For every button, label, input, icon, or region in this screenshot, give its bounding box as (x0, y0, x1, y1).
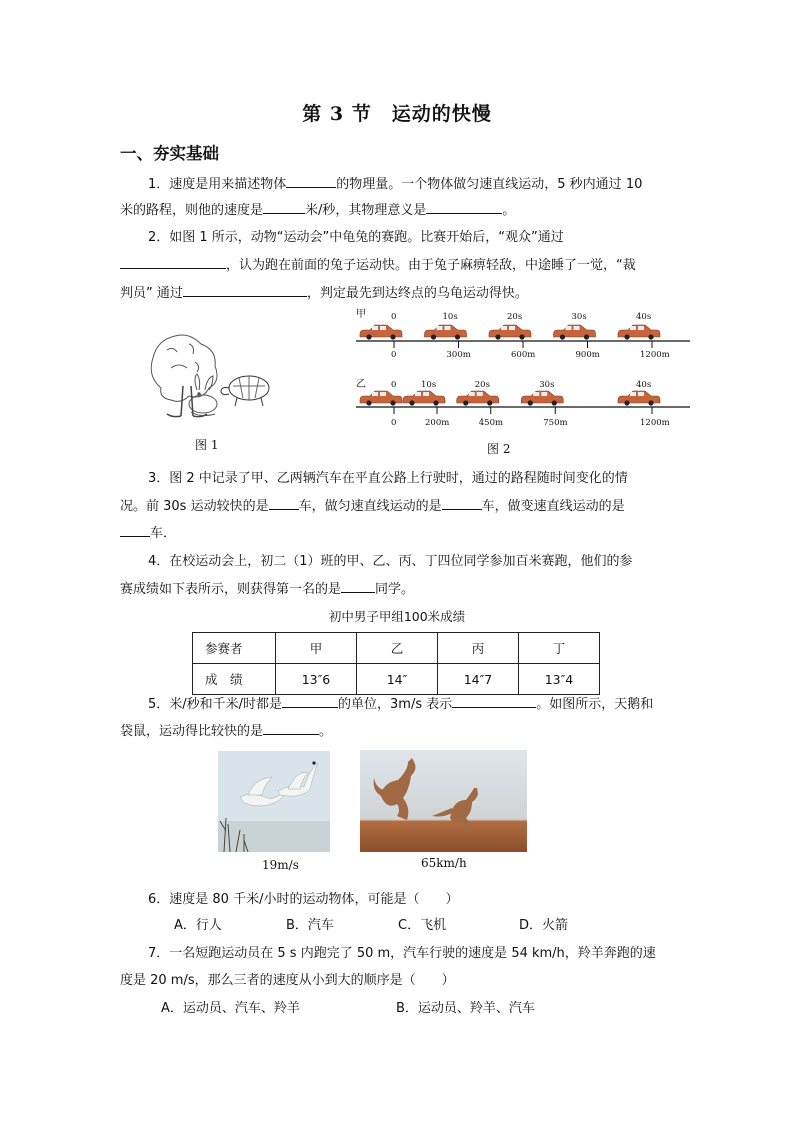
q7-line2: 度是 20 m/s，那么三者的速度从小到大的顺序是（ ） (120, 973, 455, 988)
results-table (192, 632, 600, 695)
q6-option-b[interactable]: B．汽车 (286, 918, 334, 933)
table-row (193, 664, 600, 695)
row1-car (360, 325, 402, 340)
row1-car (425, 325, 467, 340)
table-cell: 14″7 (438, 664, 519, 695)
q3-blank-3[interactable] (120, 524, 150, 537)
figure-1-caption: 图 1 (195, 438, 219, 452)
q5-text-a: 5．米/秒和千米/时都是 (148, 697, 283, 712)
figure-2-caption: 图 2 (487, 442, 511, 456)
q5-text-b: 的单位，3m/s 表示 (338, 697, 453, 712)
q7-option-a[interactable]: A．运动员、汽车、羚羊 (161, 1001, 300, 1016)
q1-line1 (148, 175, 642, 194)
section-heading: 一、夯实基础 (120, 144, 219, 163)
q7-option-b[interactable]: B．运动员、羚羊、汽车 (396, 1001, 535, 1016)
row1-time-label: 20s (507, 312, 523, 322)
q5-text-e: 。 (319, 724, 333, 739)
tortoise-hare-illustration (145, 328, 275, 424)
q3-line2 (120, 497, 625, 516)
q6-option-d[interactable]: D．火箭 (519, 918, 569, 933)
row1-time-label: 30s (571, 312, 587, 322)
row2-time-label: 0 (391, 380, 397, 390)
q1-blank-3[interactable] (426, 201, 502, 214)
q3-line3 (120, 524, 176, 543)
row1-distance-label: 900m (575, 350, 600, 360)
q1-blank-1[interactable] (286, 175, 336, 188)
row2-car (618, 391, 660, 406)
row2-distance-label: 1200m (640, 418, 670, 428)
q3-blank-1[interactable] (269, 497, 299, 510)
table-header-cell: 乙 (357, 633, 438, 664)
kangaroo-speed-caption: 65km/h (421, 856, 467, 870)
kangaroo-photo (360, 750, 527, 852)
table-cell: 13″6 (276, 664, 357, 695)
row1-distance-label: 300m (446, 350, 471, 360)
q7-line1: 7．一名短跑运动员在 5 s 内跑完了 50 m，汽车行驶的速度是 54 km/h，羚羊奔跑的速 (148, 946, 656, 961)
q3-line1: 3．图 2 中记录了甲、乙两辆汽车在平直公路上行驶时，通过的路程随时间变化的情 (148, 471, 628, 486)
row2-distance-label: 450m (478, 418, 504, 428)
q4-text-b: 赛成绩如下表所示，则获得第一名的是 (120, 582, 342, 597)
q3-text-e: 车． (150, 526, 177, 541)
row2-car (457, 391, 499, 406)
q3-text-d: 车，做变速直线运动的是 (481, 499, 625, 514)
q1-blank-2[interactable] (263, 201, 305, 214)
row1-distance-label: 600m (511, 350, 536, 360)
q3-blank-2[interactable] (442, 497, 482, 510)
q2-line2 (120, 256, 636, 275)
q2-text-c: 判员” 通过 (120, 286, 183, 301)
table-header-cell: 丁 (519, 633, 600, 664)
q5-blank-1[interactable] (282, 695, 338, 708)
row1-distance-label: 0 (391, 350, 397, 360)
q1-text-d: 米/秒，其物理意义是 (305, 203, 427, 218)
row2-time-label: 10s (421, 380, 437, 390)
q3-text-b: 况。前 30s 运动较快的是 (120, 499, 269, 514)
car-motion-diagram (350, 307, 695, 432)
row2-distance-label: 200m (425, 418, 450, 428)
row1-distance-label: 1200m (640, 350, 670, 360)
q5-text-c: 。如图所示，天鹅和 (536, 697, 654, 712)
q6-option-a[interactable]: A．行人 (174, 918, 222, 933)
table-header-cell: 甲 (276, 633, 357, 664)
row2-car (403, 391, 445, 406)
row1-car (554, 325, 596, 340)
q1-text-e: 。 (502, 203, 516, 218)
swan-photo (218, 751, 330, 852)
table-caption: 初中男子甲组100米成绩 (328, 609, 466, 624)
q3-text-c: 车，做匀速直线运动的是 (298, 499, 442, 514)
q2-text-d: ，判定最先到达终点的乌龟运动得快。 (306, 286, 528, 301)
table-cell: 13″4 (519, 664, 600, 695)
q2-blank-2[interactable] (183, 284, 307, 297)
swan-speed-caption: 19m/s (262, 858, 299, 872)
q1-line2 (120, 201, 515, 220)
row2-time-label: 20s (474, 380, 490, 390)
q4-blank-1[interactable] (341, 580, 375, 593)
table-header-cell: 参赛者 (193, 633, 276, 664)
row1-time-label: 40s (636, 312, 652, 322)
row2-car (521, 391, 563, 406)
q4-text-c: 同学。 (375, 582, 415, 597)
table-header-cell: 丙 (438, 633, 519, 664)
row2-time-label: 30s (539, 380, 555, 390)
row1-car (489, 325, 531, 340)
table-cell: 14″ (357, 664, 438, 695)
page-title: 第 3 节 运动的快慢 (302, 103, 492, 125)
table-header-row (193, 633, 600, 664)
q2-line1: 2．如图 1 所示，动物“运动会”中龟兔的赛跑。比赛开始后，“观众”通过 (148, 230, 564, 245)
q2-text-b: ，认为跑在前面的兔子运动快。由于兔子麻痹轻敌，中途睡了一觉，“裁 (226, 258, 636, 273)
row2-distance-label: 0 (391, 418, 397, 428)
q1-text-a: 1．速度是用来描述物体 (148, 177, 287, 192)
row1-time-label: 10s (442, 312, 458, 322)
row1-car (618, 325, 660, 340)
q5-line2 (120, 722, 332, 741)
row2-time-label: 40s (636, 380, 652, 390)
q5-blank-2[interactable] (452, 695, 536, 708)
row2-distance-label: 750m (543, 418, 568, 428)
q2-line3 (120, 284, 528, 303)
q1-text-c: 米的路程，则他的速度是 (120, 203, 264, 218)
row1-label: 甲 (356, 309, 366, 320)
q6-option-c[interactable]: C．飞机 (398, 918, 447, 933)
q1-text-b: 的物理量。一个物体做匀速直线运动，5 秒内通过 10 (336, 177, 643, 192)
q5-line1 (148, 695, 653, 714)
q5-blank-3[interactable] (263, 722, 319, 735)
q2-blank-1[interactable] (120, 256, 226, 269)
q6-stem: 6．速度是 80 千米/小时的运动物体，可能是（ ） (148, 892, 459, 907)
row2-label: 乙 (356, 379, 366, 390)
q4-line1: 4．在校运动会上，初二（1）班的甲、乙、丙、丁四位同学参加百米赛跑，他们的参 (148, 554, 633, 569)
q5-text-d: 袋鼠，运动得比较快的是 (120, 724, 264, 739)
row2-car (360, 391, 402, 406)
row1-time-label: 0 (391, 312, 397, 322)
table-cell: 成 绩 (193, 664, 276, 695)
q4-line2 (120, 580, 414, 599)
